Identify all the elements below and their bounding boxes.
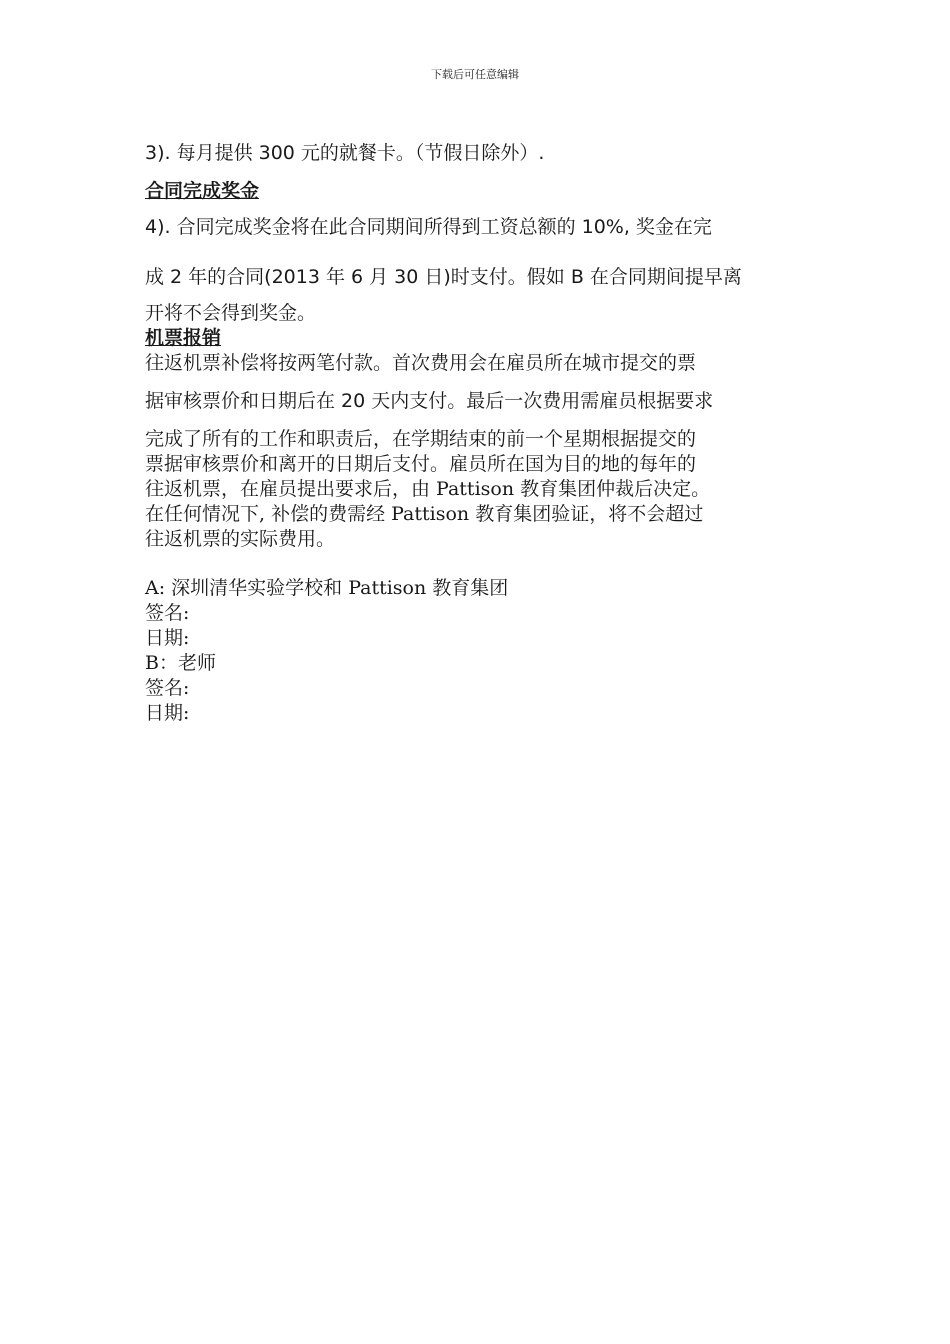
party-a-name: A: 深圳清华实验学校和 Pattison 教育集团 (145, 577, 509, 599)
bonus-clause-line-3: 开将不会得到奖金。 (145, 302, 317, 324)
airfare-clause-line-7: 往返机票的实际费用。 (145, 528, 336, 550)
airfare-clause-line-3: 完成了所有的工作和职责后，在学期结束的前一个星期根据提交的 (145, 428, 697, 450)
party-b-signature-label: 签名: (145, 677, 190, 699)
party-b-date-label: 日期: (145, 702, 190, 724)
airfare-clause-line-5: 往返机票，在雇员提出要求后，由 Pattison 教育集团仲裁后决定。 (145, 478, 711, 500)
meal-card-clause: 3). 每月提供 300 元的就餐卡。（节假日除外）. (145, 142, 545, 164)
party-b-name: B：老师 (145, 652, 216, 674)
airfare-clause-line-4: 票据审核票价和离开的日期后支付。雇员所在国为目的地的每年的 (145, 453, 697, 475)
airfare-clause-line-2: 据审核票价和日期后在 20 天内支付。最后一次费用需雇员根据要求 (145, 390, 714, 412)
bonus-section-title: 合同完成奖金 (145, 180, 260, 202)
bonus-clause-line-1: 4). 合同完成奖金将在此合同期间所得到工资总额的 10%, 奖金在完 (145, 216, 712, 238)
airfare-clause-line-1: 往返机票补偿将按两笔付款。首次费用会在雇员所在城市提交的票 (145, 352, 697, 374)
airfare-section-title: 机票报销 (145, 327, 222, 349)
page-header-note: 下载后可任意编辑 (431, 68, 519, 81)
airfare-clause-line-6: 在任何情况下, 补偿的费需经 Pattison 教育集团验证，将不会超过 (145, 503, 704, 525)
bonus-clause-line-2: 成 2 年的合同(2013 年 6 月 30 日)时支付。假如 B 在合同期间提早离 (145, 266, 742, 288)
party-a-signature-label: 签名: (145, 602, 190, 624)
party-a-date-label: 日期: (145, 627, 190, 649)
